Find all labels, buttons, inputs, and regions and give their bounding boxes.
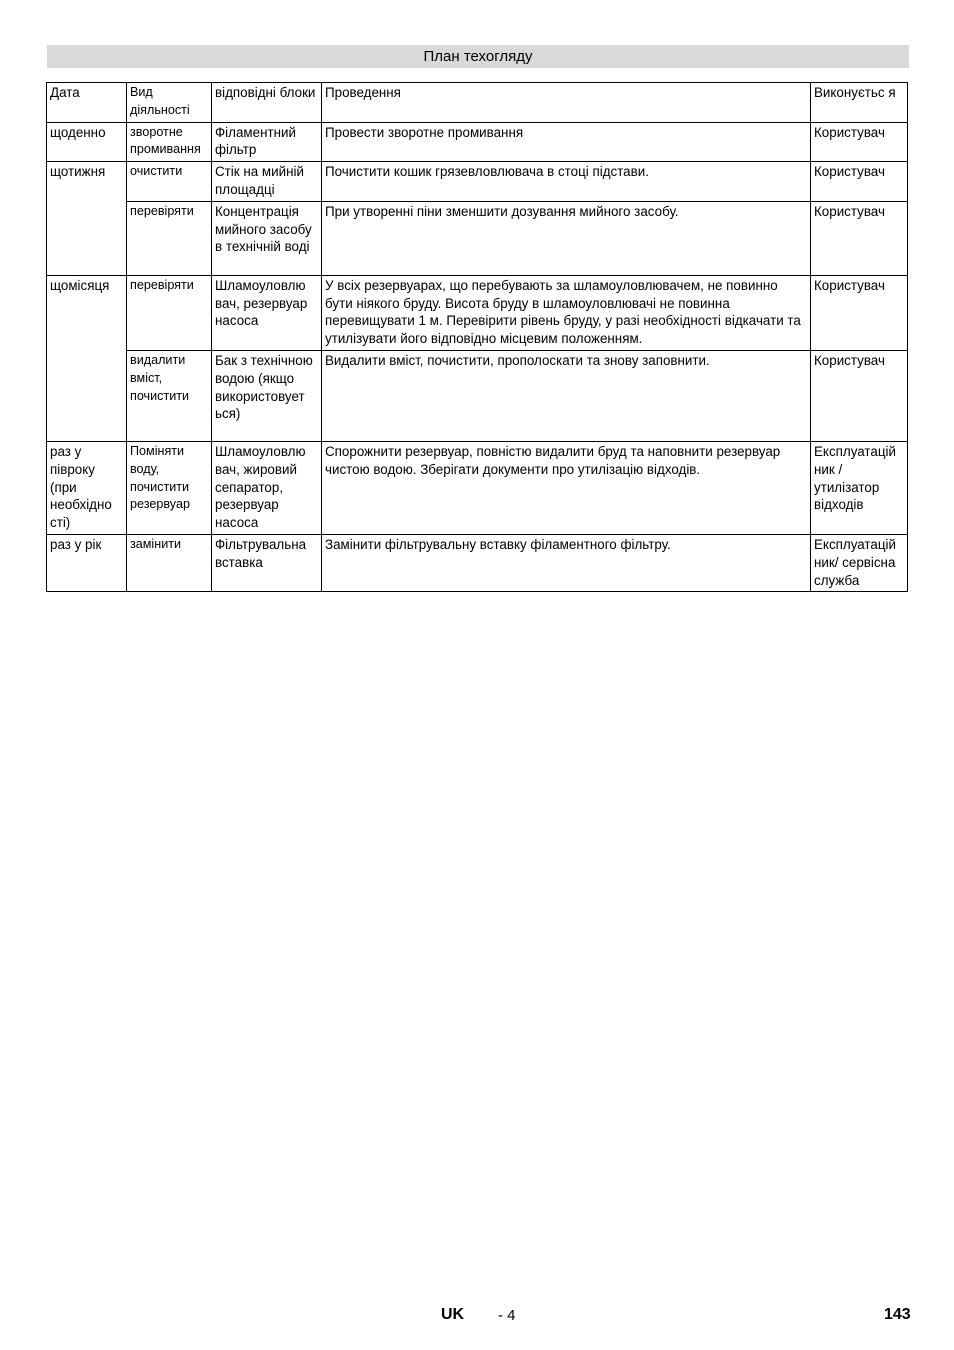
table-row	[47, 201, 908, 275]
header-activity: Вид діяльності	[127, 83, 212, 123]
footer-page-label: - 4	[498, 1307, 516, 1324]
cell-activity: зворотне промивання	[127, 122, 212, 162]
cell-activity: замінити	[127, 534, 212, 591]
cell-performer: Користувач	[811, 275, 908, 350]
cell-units: Бак з технічною водою (якщо використовует ься)	[212, 350, 322, 441]
cell-date: раз у півроку (при необхідно сті)	[47, 441, 127, 534]
cell-units: Шламоуловлю вач, жировий сепаратор, резервуар насоса	[212, 441, 322, 534]
cell-performer: Користувач	[811, 350, 908, 441]
table-row	[47, 122, 908, 162]
cell-procedure: Провести зворотне промивання	[322, 122, 811, 162]
cell-date: щоденно	[47, 122, 127, 162]
cell-performer: Користувач	[811, 122, 908, 162]
cell-date: щотижня	[47, 162, 127, 276]
cell-activity: видалити вміст, почистити	[127, 350, 212, 441]
header-date: Дата	[47, 83, 127, 123]
cell-procedure: Замінити фільтрувальну вставку філаментного фільтру.	[322, 534, 811, 591]
page-title: План техогляду	[47, 45, 909, 68]
cell-procedure: При утворенні піни зменшити дозування мийного засобу.	[322, 201, 811, 275]
header-performer: Виконуєтьс я	[811, 83, 908, 123]
cell-procedure: У всіх резервуарах, що перебувають за шламоуловлювачем, не повинно бути ніякого бруду. Висота бруду в шламоуловлювачі не повинна перевищувати 1 м. Перевірити рівень бруду, у разі необхідності відкачати та утилізувати його відповідно місцевим положенням.	[322, 275, 811, 350]
cell-procedure: Спорожнити резервуар, повністю видалити бруд та наповнити резервуар чистою водою. Зберігати документи про утилізацію відходів.	[322, 441, 811, 534]
cell-performer: Користувач	[811, 162, 908, 202]
cell-procedure: Видалити вміст, почистити, прополоскати та знову заповнити.	[322, 350, 811, 441]
header-procedure: Проведення	[322, 83, 811, 123]
cell-activity: перевіряти	[127, 275, 212, 350]
table-header-row	[47, 83, 908, 123]
cell-units: Філаментний фільтр	[212, 122, 322, 162]
maintenance-table	[46, 82, 908, 592]
table-row	[47, 162, 908, 202]
table-row	[47, 350, 908, 441]
cell-performer: Користувач	[811, 201, 908, 275]
cell-units: Концентрація мийного засобу в технічній воді	[212, 201, 322, 275]
cell-activity: очистити	[127, 162, 212, 202]
table-row	[47, 441, 908, 534]
table-row	[47, 534, 908, 591]
cell-date: щомісяця	[47, 275, 127, 441]
footer-page-number: 143	[884, 1306, 911, 1323]
cell-performer: Експлуатацій ник / утилізатор відходів	[811, 441, 908, 534]
cell-units: Фільтрувальна вставка	[212, 534, 322, 591]
table-row	[47, 275, 908, 350]
cell-units: Шламоуловлю вач, резервуар насоса	[212, 275, 322, 350]
footer-language: UK	[441, 1306, 465, 1323]
cell-activity: Поміняти воду, почистити резервуар	[127, 441, 212, 534]
cell-performer: Експлуатацій ник/ сервісна служба	[811, 534, 908, 591]
cell-activity: перевіряти	[127, 201, 212, 275]
cell-procedure: Почистити кошик грязевловлювача в стоці підстави.	[322, 162, 811, 202]
cell-date: раз у рік	[47, 534, 127, 591]
cell-units: Стік на мийній площадці	[212, 162, 322, 202]
header-units: відповідні блоки	[212, 83, 322, 123]
